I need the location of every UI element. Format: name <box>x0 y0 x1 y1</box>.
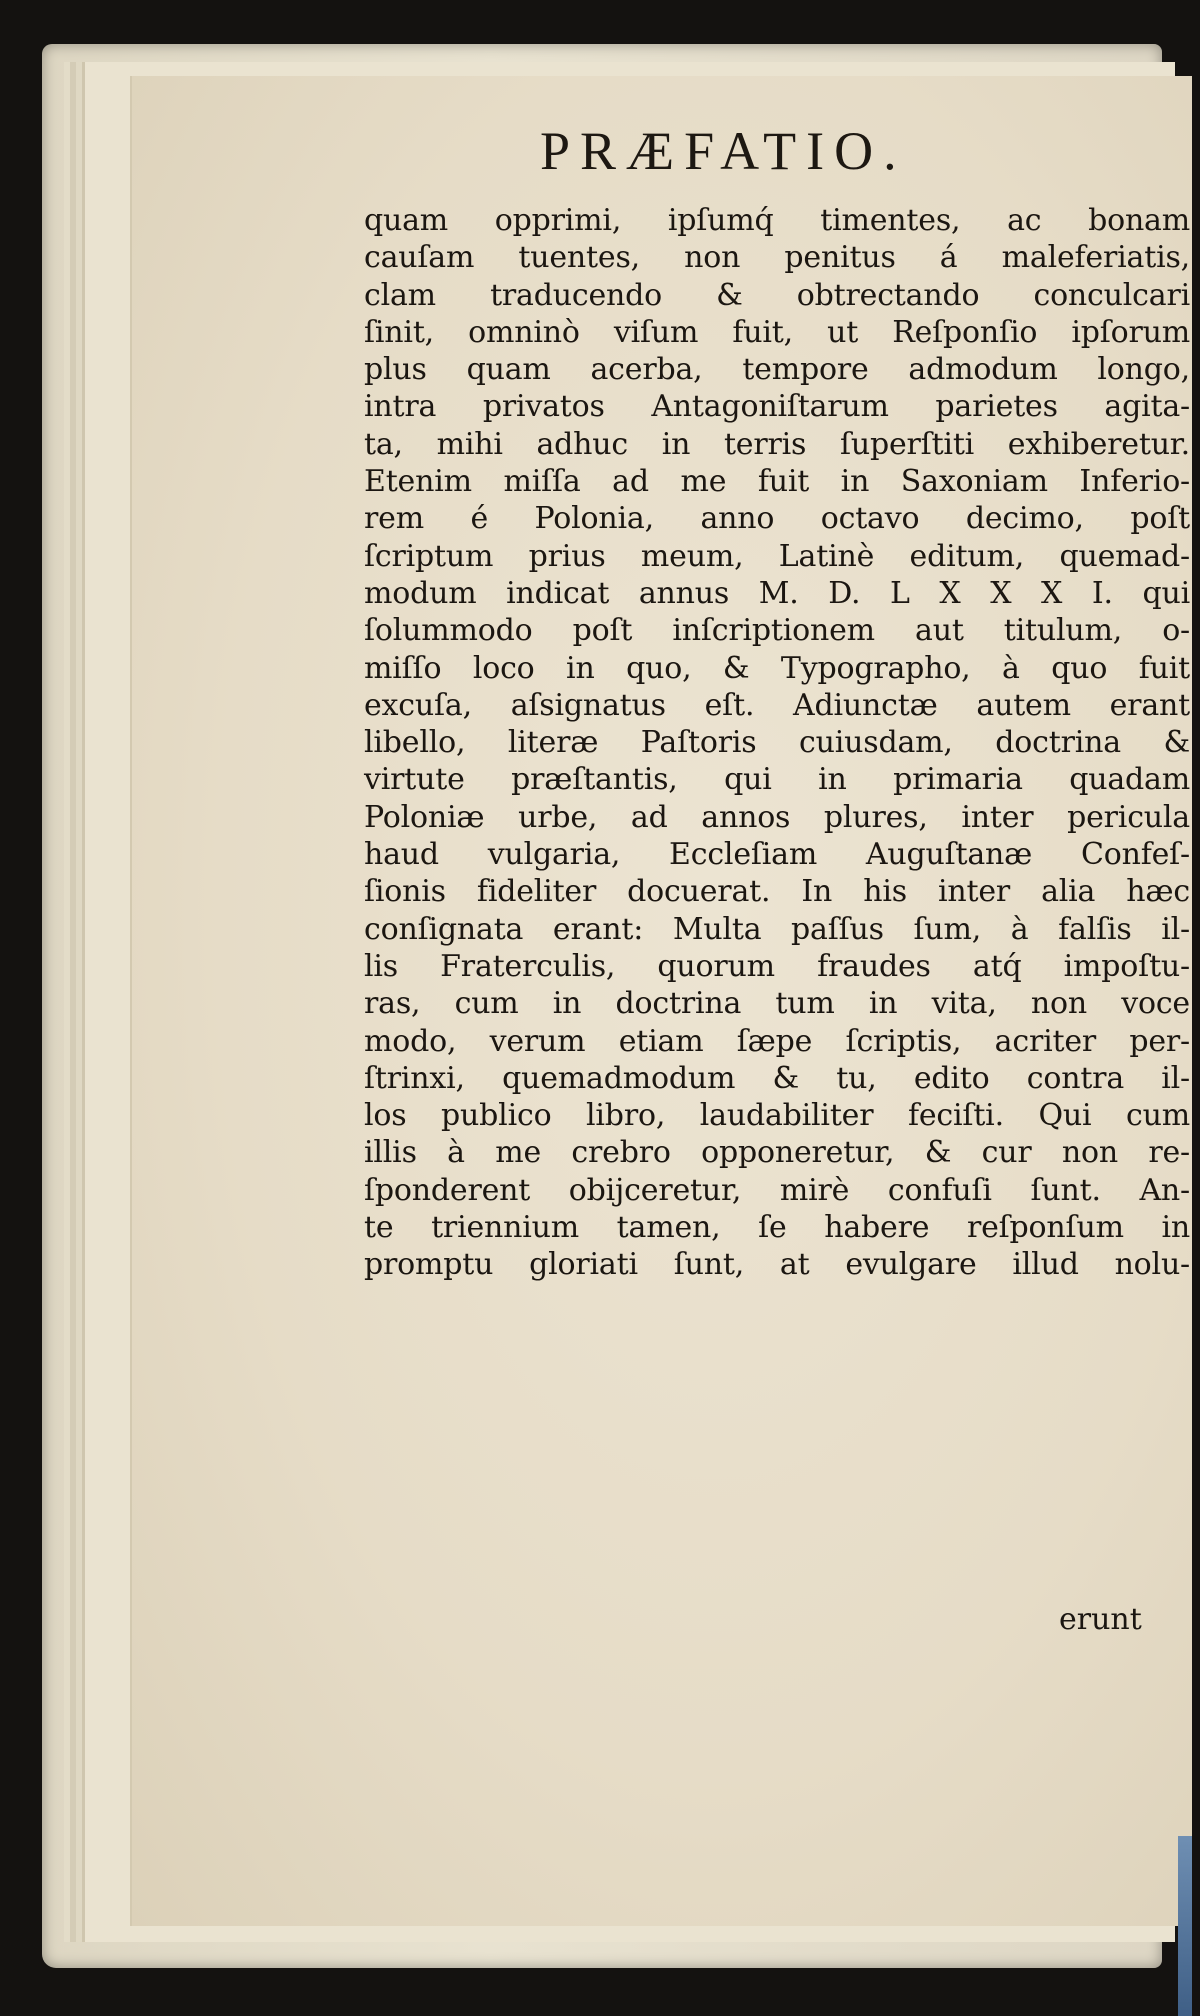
page-header: PRÆFATIO. <box>540 121 907 181</box>
text-line: ſponderent obijceretur, mirè confuſi ſunt. An- <box>364 1172 1190 1208</box>
blue-page-edge <box>1178 1836 1192 2016</box>
text-line: modo, verum etiam ſæpe ſcriptis, acriter per- <box>364 1023 1190 1059</box>
text-line: quam opprimi, ipſumq́ timentes, ac bonam <box>364 203 1190 238</box>
text-line: ras, cum in doctrina tum in vita, non voce <box>364 986 1190 1022</box>
text-line: libello, literæ Paſtoris cuiusdam, doctrina & <box>364 725 1190 761</box>
text-line: los publico libro, laudabiliter feciſti. Qui cum <box>364 1098 1190 1134</box>
text-line: virtute præſtantis, qui in primaria quadam <box>364 762 1190 798</box>
text-line: conſignata erant: Multa paſſus ſum, à falſis il- <box>364 911 1190 947</box>
text-line: excuſa, aſsignatus eſt. Adiunctæ autem erant <box>364 687 1190 723</box>
text-line: ſcriptum prius meum, Latinè editum, quemad- <box>364 538 1190 574</box>
text-line: illis à me crebro opponeretur, & cur non re- <box>364 1135 1190 1171</box>
text-line: lis Fraterculis, quorum fraudes atq́ impoſtu- <box>364 948 1190 984</box>
body-text <box>364 202 1190 1284</box>
text-line: cauſam tuentes, non penitus á maleferiatis, <box>364 240 1190 276</box>
text-line: clam traducendo & obtrectando conculcari <box>364 277 1190 313</box>
text-line: miſſo loco in quo, & Typographo, à quo fuit <box>364 650 1190 686</box>
text-line: ſionis fideliter docuerat. In his inter alia hæc <box>364 874 1190 910</box>
text-line: intra privatos Antagoniſtarum parietes agita- <box>364 389 1190 425</box>
text-line: rem é Polonia, anno octavo decimo, poſt <box>364 501 1190 537</box>
text-line: te triennium tamen, ſe habere reſponſum in <box>364 1210 1190 1246</box>
text-line: plus quam acerba, tempore admodum longo, <box>364 352 1190 388</box>
text-line: Poloniæ urbe, ad annos plures, inter pericula <box>364 799 1190 835</box>
catchword: erunt <box>1059 1602 1142 1637</box>
text-line: promptu gloriati ſunt, at evulgare illud nolu- <box>364 1247 1190 1283</box>
text-line: modum indicat annus M. D. L X X X I. qui <box>364 575 1190 611</box>
text-line: ſinit, omninò viſum fuit, ut Reſponſio ipſorum <box>364 314 1190 350</box>
text-line: ſtrinxi, quemadmodum & tu, edito contra il- <box>364 1060 1190 1096</box>
text-line: Etenim miſſa ad me fuit in Saxoniam Inferio- <box>364 464 1190 500</box>
text-line: haud vulgaria, Eccleſiam Auguſtanæ Confeſ- <box>364 837 1190 873</box>
text-line: ſolummodo poſt inſcriptionem aut titulum, o- <box>364 613 1190 649</box>
text-line: ta, mihi adhuc in terris ſuperſtiti exhiberetur. <box>364 426 1190 462</box>
